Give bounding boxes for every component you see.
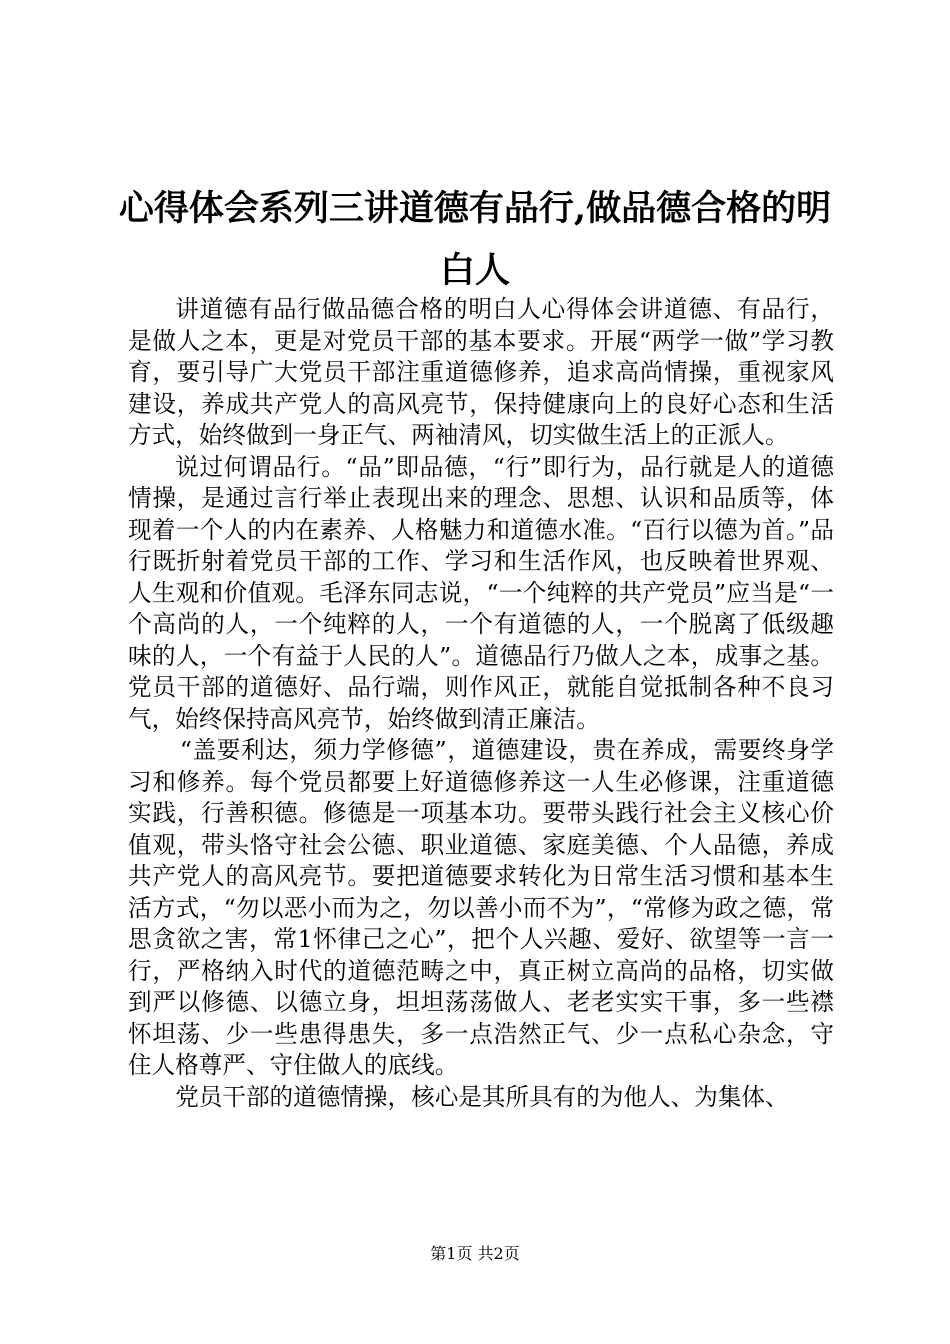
paragraph-2: 说过何谓品行。“品”即品德，“行”即行为，品行就是人的道德情操，是通过言行举止表现出来的理念、思想、认识和品质等，体现着一个人的内在素养、人格魅力和道德水准。“百行以德为首。”品行既折射着党员干部的工作、学习和生活作风，也反映着世界观、人生观和价值观。毛泽东同志说，“一个纯粹的共产党员”应当是“一个高尚的人，一个纯粹的人，一个有道德的人，一个脱离了低级趣味的人，一个有益于人民的人”。道德品行乃做人之本，成事之基。党员干部的道德好、品行端，则作风正，就能自觉抵制各种不良习气，始终保持高风亮节，始终做到清正廉洁。 [128, 452, 834, 733]
document-title: 心得体会系列三讲道德有品行,做品德合格的明白人 [118, 188, 832, 291]
paragraph-3: “盖要利达，须力学修德”，道德建设，贵在养成，需要终身学习和修养。每个党员都要上好道德修养这一人生必修课，注重道德实践，行善积德。修德是一项基本功。要带头践行社会主义核心价值观，带头恪守社会公德、职业道德、家庭美德、个人品德，养成共产党人的高风亮节。要把道德要求转化为日常生活习惯和基本生活方式，“勿以恶小而为之，勿以善小而不为”，“常修为政之德，常思贪欲之害，常1怀律己之心”，把个人兴趣、爱好、欲望等一言一行，严格纳入时代的道德范畴之中，真正树立高尚的品格，切实做到严以修德、以德立身，坦坦荡荡做人、老老实实干事，多一些襟怀坦荡、少一些患得患失，多一点浩然正气、少一点私心杂念，守住人格尊严、守住做人的底线。 [128, 736, 834, 1079]
paragraph-1: 讲道德有品行做品德合格的明白人心得体会讲道德、有品行，是做人之本，更是对党员干部的基本要求。开展“两学一做”学习教育，要引导广大党员干部注重道德修养，追求高尚情操，重视家风建设，养成共产党人的高风亮节，保持健康向上的良好心态和生活方式，始终做到一身正气、两袖清风，切实做生活上的正派人。 [128, 295, 834, 449]
paragraph-4: 党员干部的道德情操，核心是其所具有的为他人、为集体、 [175, 1082, 789, 1111]
document-body [128, 294, 834, 1113]
page-footer: 第1页 共2页 [430, 1244, 520, 1263]
